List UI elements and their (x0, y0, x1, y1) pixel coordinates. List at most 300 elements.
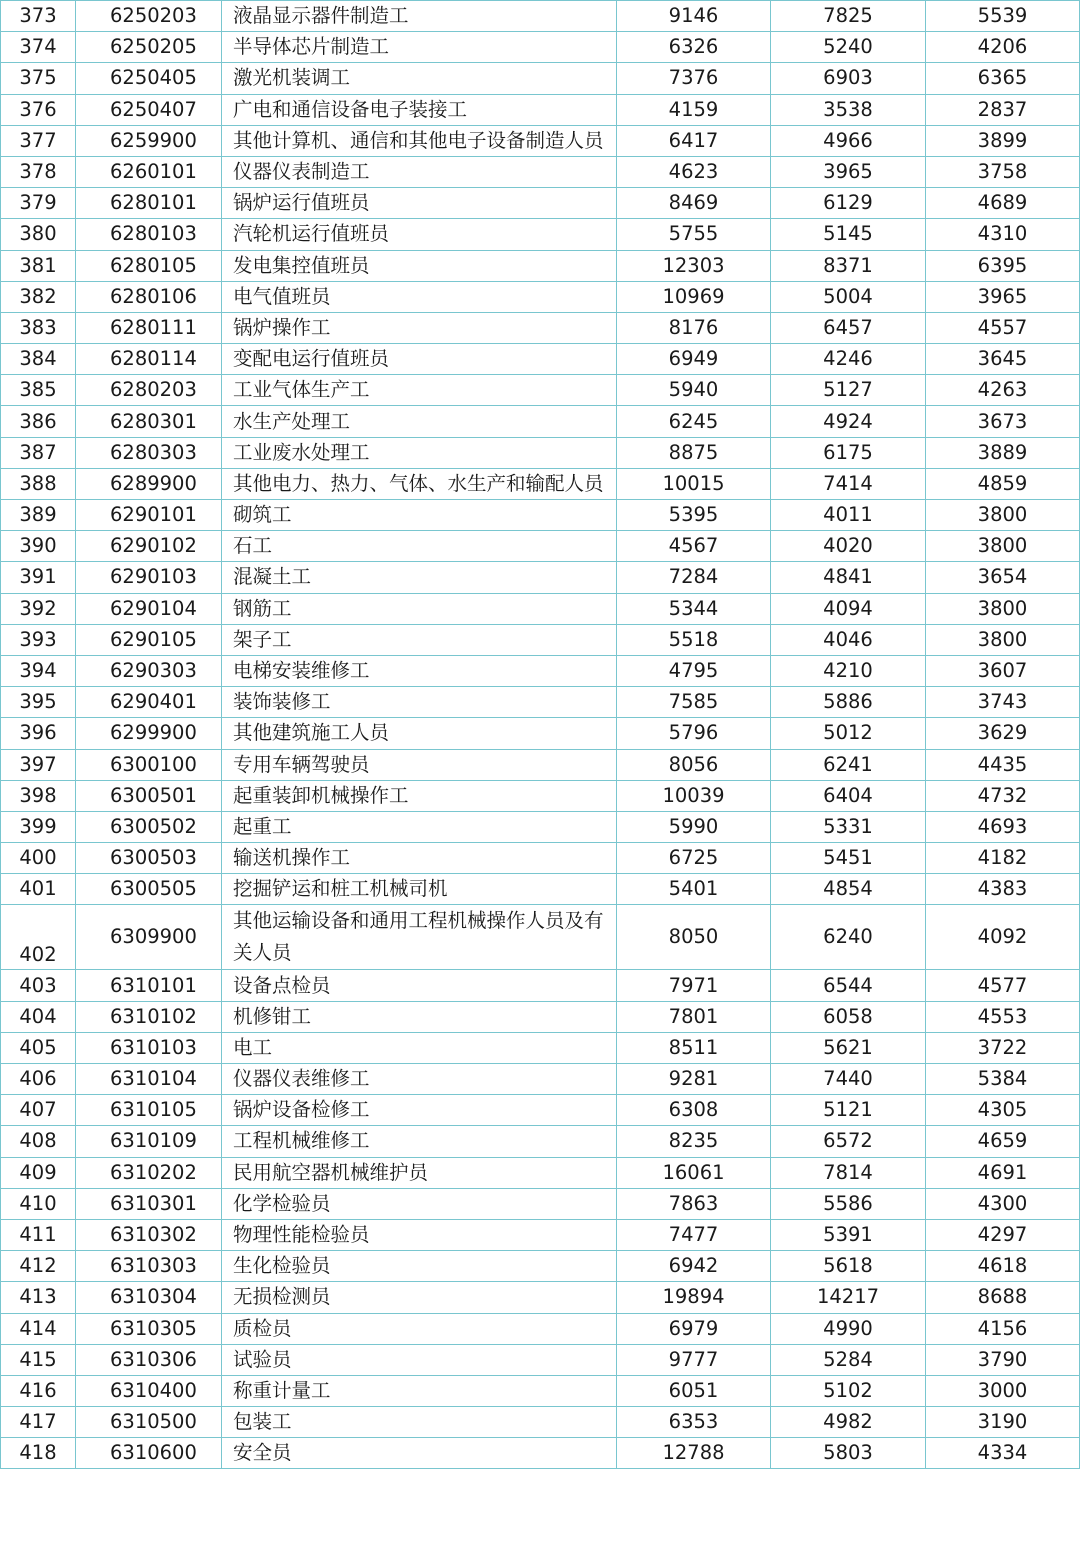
table-row (1, 1126, 1080, 1157)
wage-mid: 4990 (771, 1313, 926, 1344)
wage-mid: 5331 (771, 811, 926, 842)
occupation-code: 6280101 (76, 188, 222, 219)
wage-low: 8688 (926, 1282, 1080, 1313)
table-row (1, 125, 1080, 156)
wage-mid: 6241 (771, 749, 926, 780)
occupation-code: 6310103 (76, 1032, 222, 1063)
wage-high: 6353 (617, 1407, 771, 1438)
wage-low: 4732 (926, 780, 1080, 811)
wage-low: 4553 (926, 1001, 1080, 1032)
wage-high: 19894 (617, 1282, 771, 1313)
wage-mid: 7825 (771, 1, 926, 32)
row-number: 373 (1, 1, 76, 32)
table-row (1, 1407, 1080, 1438)
occupation-name: 变配电运行值班员 (222, 344, 617, 375)
wage-low: 3758 (926, 156, 1080, 187)
table-row (1, 1313, 1080, 1344)
table-row (1, 1032, 1080, 1063)
wage-low: 3190 (926, 1407, 1080, 1438)
table-row (1, 1188, 1080, 1219)
occupation-code: 6300502 (76, 811, 222, 842)
occupation-name: 专用车辆驾驶员 (222, 749, 617, 780)
wage-high: 8875 (617, 437, 771, 468)
occupation-name: 装饰装修工 (222, 687, 617, 718)
wage-high: 9146 (617, 1, 771, 32)
table-row (1, 63, 1080, 94)
wage-mid: 4046 (771, 624, 926, 655)
occupation-code: 6260101 (76, 156, 222, 187)
occupation-code: 6280103 (76, 219, 222, 250)
occupation-code: 6290103 (76, 562, 222, 593)
table-row (1, 344, 1080, 375)
table-row (1, 1157, 1080, 1188)
wage-mid: 5284 (771, 1344, 926, 1375)
occupation-name: 起重装卸机械操作工 (222, 780, 617, 811)
table-row (1, 905, 1080, 970)
wage-low: 4263 (926, 375, 1080, 406)
occupation-name: 钢筋工 (222, 593, 617, 624)
wage-mid: 6457 (771, 312, 926, 343)
wage-high: 6979 (617, 1313, 771, 1344)
wage-mid: 4966 (771, 125, 926, 156)
wage-high: 8511 (617, 1032, 771, 1063)
wage-high: 7863 (617, 1188, 771, 1219)
wage-low: 4691 (926, 1157, 1080, 1188)
wage-low: 4182 (926, 843, 1080, 874)
table-row (1, 780, 1080, 811)
wage-mid: 4982 (771, 1407, 926, 1438)
table-row (1, 531, 1080, 562)
table-row (1, 375, 1080, 406)
occupation-name: 锅炉设备检修工 (222, 1095, 617, 1126)
table-row (1, 156, 1080, 187)
wage-mid: 6572 (771, 1126, 926, 1157)
occupation-code: 6300100 (76, 749, 222, 780)
wage-high: 12788 (617, 1438, 771, 1469)
wage-low: 6365 (926, 63, 1080, 94)
wage-high: 4159 (617, 94, 771, 125)
row-number: 406 (1, 1064, 76, 1095)
occupation-code: 6289900 (76, 468, 222, 499)
row-number: 408 (1, 1126, 76, 1157)
wage-low: 4305 (926, 1095, 1080, 1126)
occupation-name: 挖掘铲运和桩工机械司机 (222, 874, 617, 905)
wage-mid: 6240 (771, 905, 926, 970)
wage-low: 4618 (926, 1251, 1080, 1282)
wage-high: 10039 (617, 780, 771, 811)
row-number: 413 (1, 1282, 76, 1313)
row-number: 380 (1, 219, 76, 250)
occupation-code: 6310306 (76, 1344, 222, 1375)
wage-low: 2837 (926, 94, 1080, 125)
wage-mid: 5102 (771, 1375, 926, 1406)
table-row (1, 562, 1080, 593)
wage-low: 3800 (926, 624, 1080, 655)
wage-low: 4156 (926, 1313, 1080, 1344)
row-number: 404 (1, 1001, 76, 1032)
occupation-code: 6280114 (76, 344, 222, 375)
table-row (1, 749, 1080, 780)
occupation-code: 6310104 (76, 1064, 222, 1095)
row-number: 418 (1, 1438, 76, 1469)
occupation-code: 6310600 (76, 1438, 222, 1469)
occupation-name: 其他建筑施工人员 (222, 718, 617, 749)
row-number: 383 (1, 312, 76, 343)
wage-mid: 5012 (771, 718, 926, 749)
row-number: 379 (1, 188, 76, 219)
wage-low: 3743 (926, 687, 1080, 718)
row-number: 403 (1, 970, 76, 1001)
table-row (1, 250, 1080, 281)
wage-low: 3722 (926, 1032, 1080, 1063)
wage-mid: 5121 (771, 1095, 926, 1126)
occupation-name: 工业废水处理工 (222, 437, 617, 468)
wage-low: 4206 (926, 32, 1080, 63)
occupation-code: 6290101 (76, 500, 222, 531)
occupation-code: 6310400 (76, 1375, 222, 1406)
table-row (1, 94, 1080, 125)
occupation-code: 6310301 (76, 1188, 222, 1219)
wage-high: 6417 (617, 125, 771, 156)
occupation-name: 电气值班员 (222, 281, 617, 312)
occupation-name: 安全员 (222, 1438, 617, 1469)
row-number: 394 (1, 655, 76, 686)
wage-mid: 4841 (771, 562, 926, 593)
table-row (1, 655, 1080, 686)
wage-mid: 4854 (771, 874, 926, 905)
occupation-code: 6310303 (76, 1251, 222, 1282)
wage-mid: 4924 (771, 406, 926, 437)
row-number: 391 (1, 562, 76, 593)
occupation-code: 6310101 (76, 970, 222, 1001)
row-number: 409 (1, 1157, 76, 1188)
row-number: 376 (1, 94, 76, 125)
occupation-name: 无损检测员 (222, 1282, 617, 1313)
occupation-code: 6310109 (76, 1126, 222, 1157)
table-row (1, 970, 1080, 1001)
wage-low: 4689 (926, 188, 1080, 219)
wage-high: 6942 (617, 1251, 771, 1282)
wage-low: 4092 (926, 905, 1080, 970)
occupation-name: 锅炉操作工 (222, 312, 617, 343)
wage-mid: 5586 (771, 1188, 926, 1219)
wage-high: 7284 (617, 562, 771, 593)
wage-low: 4383 (926, 874, 1080, 905)
wage-mid: 6544 (771, 970, 926, 1001)
occupation-name: 仪器仪表制造工 (222, 156, 617, 187)
occupation-code: 6309900 (76, 905, 222, 970)
occupation-name: 电工 (222, 1032, 617, 1063)
row-number: 405 (1, 1032, 76, 1063)
wage-high: 9281 (617, 1064, 771, 1095)
row-number: 386 (1, 406, 76, 437)
row-number: 382 (1, 281, 76, 312)
wage-high: 8056 (617, 749, 771, 780)
row-number: 412 (1, 1251, 76, 1282)
occupation-code: 6259900 (76, 125, 222, 156)
row-number: 384 (1, 344, 76, 375)
row-number: 401 (1, 874, 76, 905)
row-number: 388 (1, 468, 76, 499)
occupation-code: 6280203 (76, 375, 222, 406)
wage-low: 4435 (926, 749, 1080, 780)
row-number: 393 (1, 624, 76, 655)
table-row (1, 500, 1080, 531)
wage-mid: 4011 (771, 500, 926, 531)
wage-low: 3800 (926, 500, 1080, 531)
wage-high: 6051 (617, 1375, 771, 1406)
table-row (1, 1001, 1080, 1032)
wage-high: 5401 (617, 874, 771, 905)
wage-low: 4297 (926, 1219, 1080, 1250)
wage-high: 12303 (617, 250, 771, 281)
row-number: 381 (1, 250, 76, 281)
occupation-code: 6290102 (76, 531, 222, 562)
table-row (1, 1064, 1080, 1095)
occupation-name: 输送机操作工 (222, 843, 617, 874)
table-row (1, 593, 1080, 624)
row-number: 414 (1, 1313, 76, 1344)
wage-low: 3965 (926, 281, 1080, 312)
occupation-code: 6299900 (76, 718, 222, 749)
wage-low: 3629 (926, 718, 1080, 749)
table-row (1, 718, 1080, 749)
occupation-name: 发电集控值班员 (222, 250, 617, 281)
table-row (1, 1, 1080, 32)
wage-low: 4334 (926, 1438, 1080, 1469)
wage-high: 5518 (617, 624, 771, 655)
wage-high: 7585 (617, 687, 771, 718)
wage-mid: 8371 (771, 250, 926, 281)
occupation-name: 试验员 (222, 1344, 617, 1375)
occupation-name: 混凝土工 (222, 562, 617, 593)
occupation-name: 液晶显示器件制造工 (222, 1, 617, 32)
wage-high: 5395 (617, 500, 771, 531)
occupation-name: 其他计算机、通信和其他电子设备制造人员 (222, 125, 617, 156)
occupation-name: 其他运输设备和通用工程机械操作人员及有关人员 (222, 905, 617, 970)
wage-mid: 6175 (771, 437, 926, 468)
wage-mid: 5004 (771, 281, 926, 312)
wage-high: 6949 (617, 344, 771, 375)
occupation-code: 6280303 (76, 437, 222, 468)
table-row (1, 687, 1080, 718)
wage-mid: 5145 (771, 219, 926, 250)
occupation-code: 6250407 (76, 94, 222, 125)
wage-high: 6725 (617, 843, 771, 874)
wage-low: 3607 (926, 655, 1080, 686)
occupation-code: 6290104 (76, 593, 222, 624)
row-number: 387 (1, 437, 76, 468)
row-number: 377 (1, 125, 76, 156)
wage-mid: 7440 (771, 1064, 926, 1095)
wage-high: 7477 (617, 1219, 771, 1250)
table-row (1, 811, 1080, 842)
wage-mid: 6903 (771, 63, 926, 94)
row-number: 390 (1, 531, 76, 562)
wage-mid: 5618 (771, 1251, 926, 1282)
wage-low: 4557 (926, 312, 1080, 343)
wage-high: 4567 (617, 531, 771, 562)
occupation-name: 包装工 (222, 1407, 617, 1438)
wage-mid: 4094 (771, 593, 926, 624)
row-number: 415 (1, 1344, 76, 1375)
wage-high: 4795 (617, 655, 771, 686)
wage-mid: 6058 (771, 1001, 926, 1032)
table-row (1, 437, 1080, 468)
table-row (1, 1375, 1080, 1406)
occupation-code: 6310302 (76, 1219, 222, 1250)
row-number: 399 (1, 811, 76, 842)
row-number: 400 (1, 843, 76, 874)
occupation-code: 6310500 (76, 1407, 222, 1438)
wage-mid: 5621 (771, 1032, 926, 1063)
table-row (1, 1282, 1080, 1313)
occupation-name: 砌筑工 (222, 500, 617, 531)
wage-mid: 5886 (771, 687, 926, 718)
occupation-code: 6310304 (76, 1282, 222, 1313)
occupation-name: 质检员 (222, 1313, 617, 1344)
wage-mid: 6129 (771, 188, 926, 219)
occupation-name: 化学检验员 (222, 1188, 617, 1219)
occupation-code: 6300503 (76, 843, 222, 874)
wage-mid: 4246 (771, 344, 926, 375)
occupation-code: 6250405 (76, 63, 222, 94)
wage-high: 16061 (617, 1157, 771, 1188)
occupation-code: 6290401 (76, 687, 222, 718)
wage-low: 4577 (926, 970, 1080, 1001)
table-row (1, 219, 1080, 250)
wage-low: 4693 (926, 811, 1080, 842)
occupation-name: 设备点检员 (222, 970, 617, 1001)
occupation-code: 6290105 (76, 624, 222, 655)
wage-low: 5539 (926, 1, 1080, 32)
table-row (1, 843, 1080, 874)
wage-high: 8176 (617, 312, 771, 343)
occupation-name: 工程机械维修工 (222, 1126, 617, 1157)
table-row (1, 281, 1080, 312)
table-row (1, 1344, 1080, 1375)
occupation-name: 其他电力、热力、气体、水生产和输配人员 (222, 468, 617, 499)
wage-high: 7801 (617, 1001, 771, 1032)
occupation-code: 6310102 (76, 1001, 222, 1032)
occupation-name: 民用航空器机械维护员 (222, 1157, 617, 1188)
wage-high: 5344 (617, 593, 771, 624)
wage-low: 3790 (926, 1344, 1080, 1375)
table-row (1, 468, 1080, 499)
wage-high: 8050 (617, 905, 771, 970)
wage-mid: 4210 (771, 655, 926, 686)
wage-low: 3654 (926, 562, 1080, 593)
occupation-code: 6250203 (76, 1, 222, 32)
wage-high: 5990 (617, 811, 771, 842)
wage-mid: 4020 (771, 531, 926, 562)
row-number: 392 (1, 593, 76, 624)
occupation-name: 工业气体生产工 (222, 375, 617, 406)
table-row (1, 624, 1080, 655)
row-number: 417 (1, 1407, 76, 1438)
wage-mid: 7814 (771, 1157, 926, 1188)
occupation-name: 水生产处理工 (222, 406, 617, 437)
row-number: 402 (1, 905, 76, 970)
wage-high: 8469 (617, 188, 771, 219)
wage-mid: 6404 (771, 780, 926, 811)
wage-mid: 5803 (771, 1438, 926, 1469)
table-row (1, 874, 1080, 905)
wage-high: 5940 (617, 375, 771, 406)
occupation-name: 生化检验员 (222, 1251, 617, 1282)
occupation-code: 6250205 (76, 32, 222, 63)
occupation-name: 锅炉运行值班员 (222, 188, 617, 219)
wage-mid: 14217 (771, 1282, 926, 1313)
wage-high: 4623 (617, 156, 771, 187)
occupation-code: 6280111 (76, 312, 222, 343)
occupation-code: 6310105 (76, 1095, 222, 1126)
occupation-code: 6280301 (76, 406, 222, 437)
wage-high: 6326 (617, 32, 771, 63)
wage-low: 3889 (926, 437, 1080, 468)
wage-low: 4310 (926, 219, 1080, 250)
wage-high: 7971 (617, 970, 771, 1001)
occupation-code: 6310305 (76, 1313, 222, 1344)
occupation-code: 6300505 (76, 874, 222, 905)
table-row (1, 1251, 1080, 1282)
wage-low: 3645 (926, 344, 1080, 375)
wage-mid: 3538 (771, 94, 926, 125)
occupation-code: 6280105 (76, 250, 222, 281)
wage-high: 5755 (617, 219, 771, 250)
table-row (1, 1219, 1080, 1250)
row-number: 375 (1, 63, 76, 94)
occupation-name: 电梯安装维修工 (222, 655, 617, 686)
wage-mid: 5127 (771, 375, 926, 406)
occupation-name: 广电和通信设备电子装接工 (222, 94, 617, 125)
wage-low: 3800 (926, 531, 1080, 562)
wage-high: 6308 (617, 1095, 771, 1126)
wage-mid: 5391 (771, 1219, 926, 1250)
occupation-name: 起重工 (222, 811, 617, 842)
table-row (1, 1095, 1080, 1126)
occupation-name: 石工 (222, 531, 617, 562)
row-number: 378 (1, 156, 76, 187)
row-number: 395 (1, 687, 76, 718)
row-number: 398 (1, 780, 76, 811)
table-body (1, 1, 1080, 1469)
wage-low: 6395 (926, 250, 1080, 281)
occupation-name: 称重计量工 (222, 1375, 617, 1406)
wage-low: 3000 (926, 1375, 1080, 1406)
occupation-name: 物理性能检验员 (222, 1219, 617, 1250)
row-number: 411 (1, 1219, 76, 1250)
occupation-name: 激光机装调工 (222, 63, 617, 94)
wage-low: 4859 (926, 468, 1080, 499)
occupation-code: 6300501 (76, 780, 222, 811)
wage-high: 10969 (617, 281, 771, 312)
wage-low: 3899 (926, 125, 1080, 156)
wage-mid: 3965 (771, 156, 926, 187)
occupation-name: 机修钳工 (222, 1001, 617, 1032)
wage-high: 6245 (617, 406, 771, 437)
occupation-name: 仪器仪表维修工 (222, 1064, 617, 1095)
row-number: 389 (1, 500, 76, 531)
occupation-name: 汽轮机运行值班员 (222, 219, 617, 250)
wage-high: 5796 (617, 718, 771, 749)
wage-mid: 5451 (771, 843, 926, 874)
wage-low: 3673 (926, 406, 1080, 437)
wage-high: 10015 (617, 468, 771, 499)
row-number: 374 (1, 32, 76, 63)
occupation-name: 半导体芯片制造工 (222, 32, 617, 63)
row-number: 396 (1, 718, 76, 749)
